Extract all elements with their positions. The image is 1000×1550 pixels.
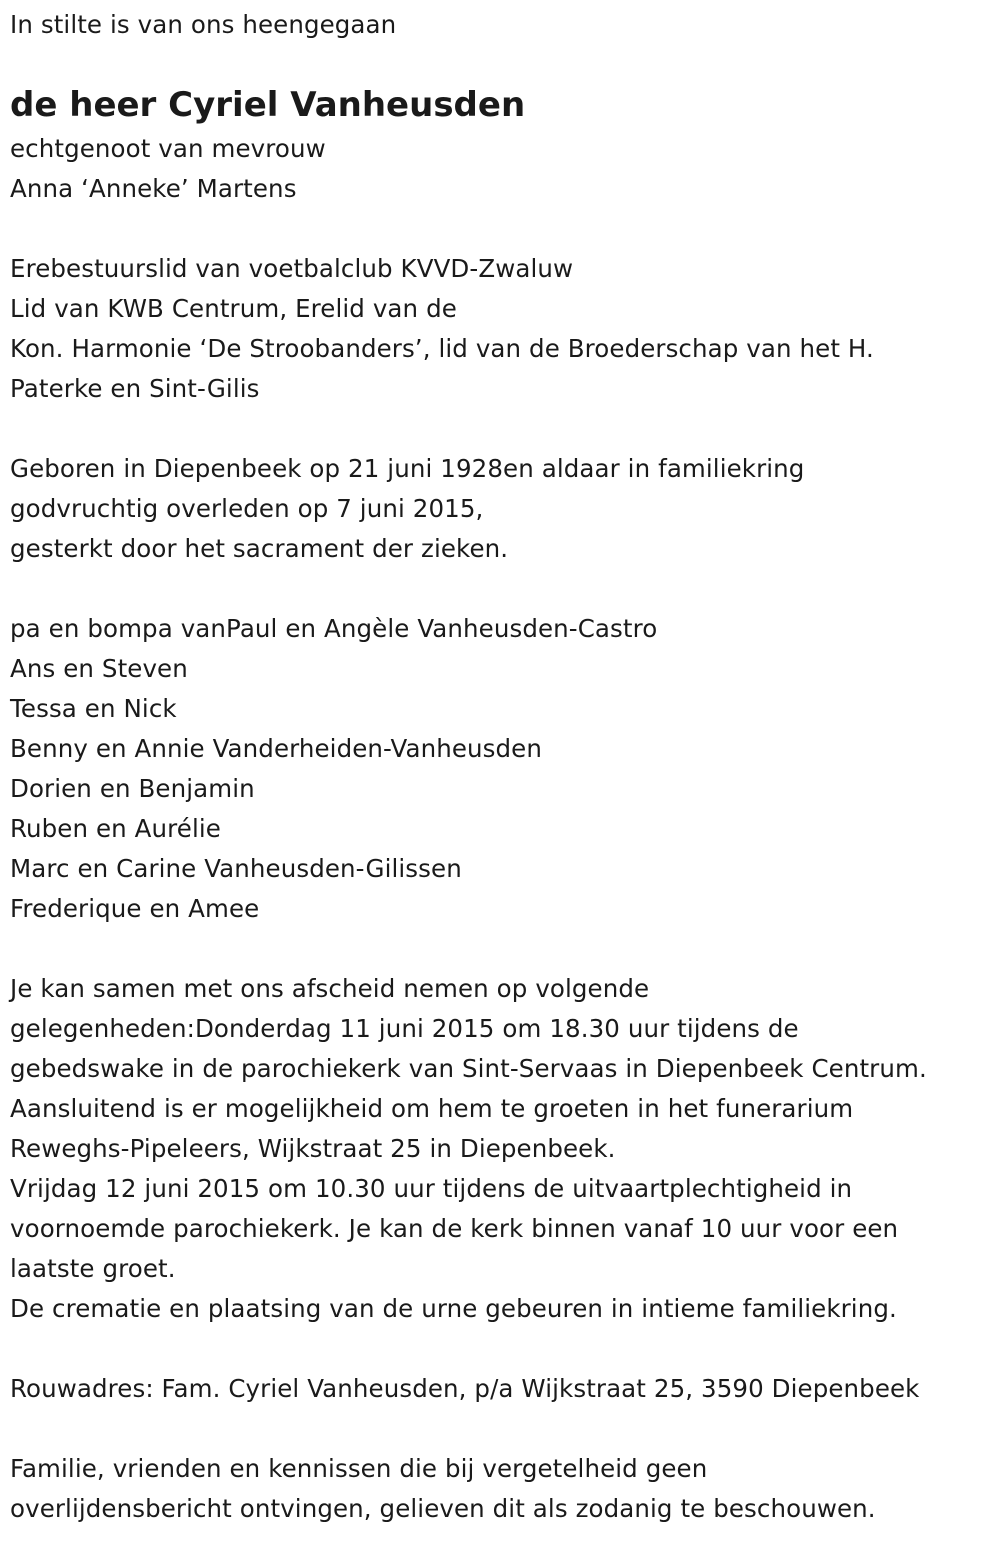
spacer [10, 409, 995, 449]
closing-line: Familie, vrienden en kennissen die bij vergetelheid geen [10, 1454, 708, 1483]
mourning-address: Rouwadres: Fam. Cyriel Vanheusden, p/a Wijkstraat 25, 3590 Diepenbeek [10, 1374, 920, 1403]
membership-line: Kon. Harmonie ‘De Stroobanders’, lid van de Broederschap van het H. [10, 334, 874, 363]
memberships-section [10, 249, 995, 409]
spouse-line: echtgenoot van mevrouw [10, 134, 326, 163]
farewell-line: laatste groet. [10, 1254, 176, 1283]
spacer [10, 209, 995, 249]
life-section [10, 449, 995, 569]
farewell-line: voornoemde parochiekerk. Je kan de kerk binnen vanaf 10 uur voor een [10, 1214, 899, 1243]
spacer [10, 1409, 995, 1449]
deceased-name: de heer Cyriel Vanheusden [10, 85, 526, 125]
family-line: Dorien en Benjamin [10, 774, 255, 803]
membership-line: Erebestuurslid van voetbalclub KVVD-Zwaluw [10, 254, 574, 283]
life-line: godvruchtig overleden op 7 juni 2015, [10, 494, 484, 523]
family-line: Frederique en Amee [10, 894, 260, 923]
spouse-section [10, 129, 995, 209]
family-line: Ruben en Aurélie [10, 814, 221, 843]
obituary-notice [10, 5, 995, 1529]
spacer [10, 569, 995, 609]
farewell-line: gelegenheden:Donderdag 11 juni 2015 om 18.30 uur tijdens de [10, 1014, 799, 1043]
spouse-line: Anna ‘Anneke’ Martens [10, 174, 297, 203]
family-line: Benny en Annie Vanderheiden-Vanheusden [10, 734, 542, 763]
farewell-section [10, 969, 995, 1329]
farewell-line: gebedswake in de parochiekerk van Sint-Servaas in Diepenbeek Centrum. [10, 1054, 927, 1083]
closing-section [10, 1449, 995, 1529]
family-section [10, 609, 995, 929]
membership-line: Lid van KWB Centrum, Erelid van de [10, 294, 457, 323]
intro-text: In stilte is van ons heengegaan [10, 10, 397, 39]
farewell-line: Je kan samen met ons afscheid nemen op volgende [10, 974, 650, 1003]
farewell-line: De crematie en plaatsing van de urne gebeuren in intieme familiekring. [10, 1294, 897, 1323]
family-line: pa en bompa vanPaul en Angèle Vanheusden-Castro [10, 614, 658, 643]
spacer [10, 1329, 995, 1369]
life-line: Geboren in Diepenbeek op 21 juni 1928en aldaar in familiekring [10, 454, 805, 483]
spacer [10, 929, 995, 969]
farewell-line: Vrijdag 12 juni 2015 om 10.30 uur tijdens de uitvaartplechtigheid in [10, 1174, 853, 1203]
family-line: Ans en Steven [10, 654, 188, 683]
family-line: Marc en Carine Vanheusden-Gilissen [10, 854, 462, 883]
family-line: Tessa en Nick [10, 694, 177, 723]
life-line: gesterkt door het sacrament der zieken. [10, 534, 509, 563]
closing-line: overlijdensbericht ontvingen, gelieven dit als zodanig te beschouwen. [10, 1494, 876, 1523]
membership-line: Paterke en Sint-Gilis [10, 374, 260, 403]
farewell-line: Aansluitend is er mogelijkheid om hem te groeten in het funerarium [10, 1094, 854, 1123]
farewell-line: Reweghs-Pipeleers, Wijkstraat 25 in Diepenbeek. [10, 1134, 616, 1163]
